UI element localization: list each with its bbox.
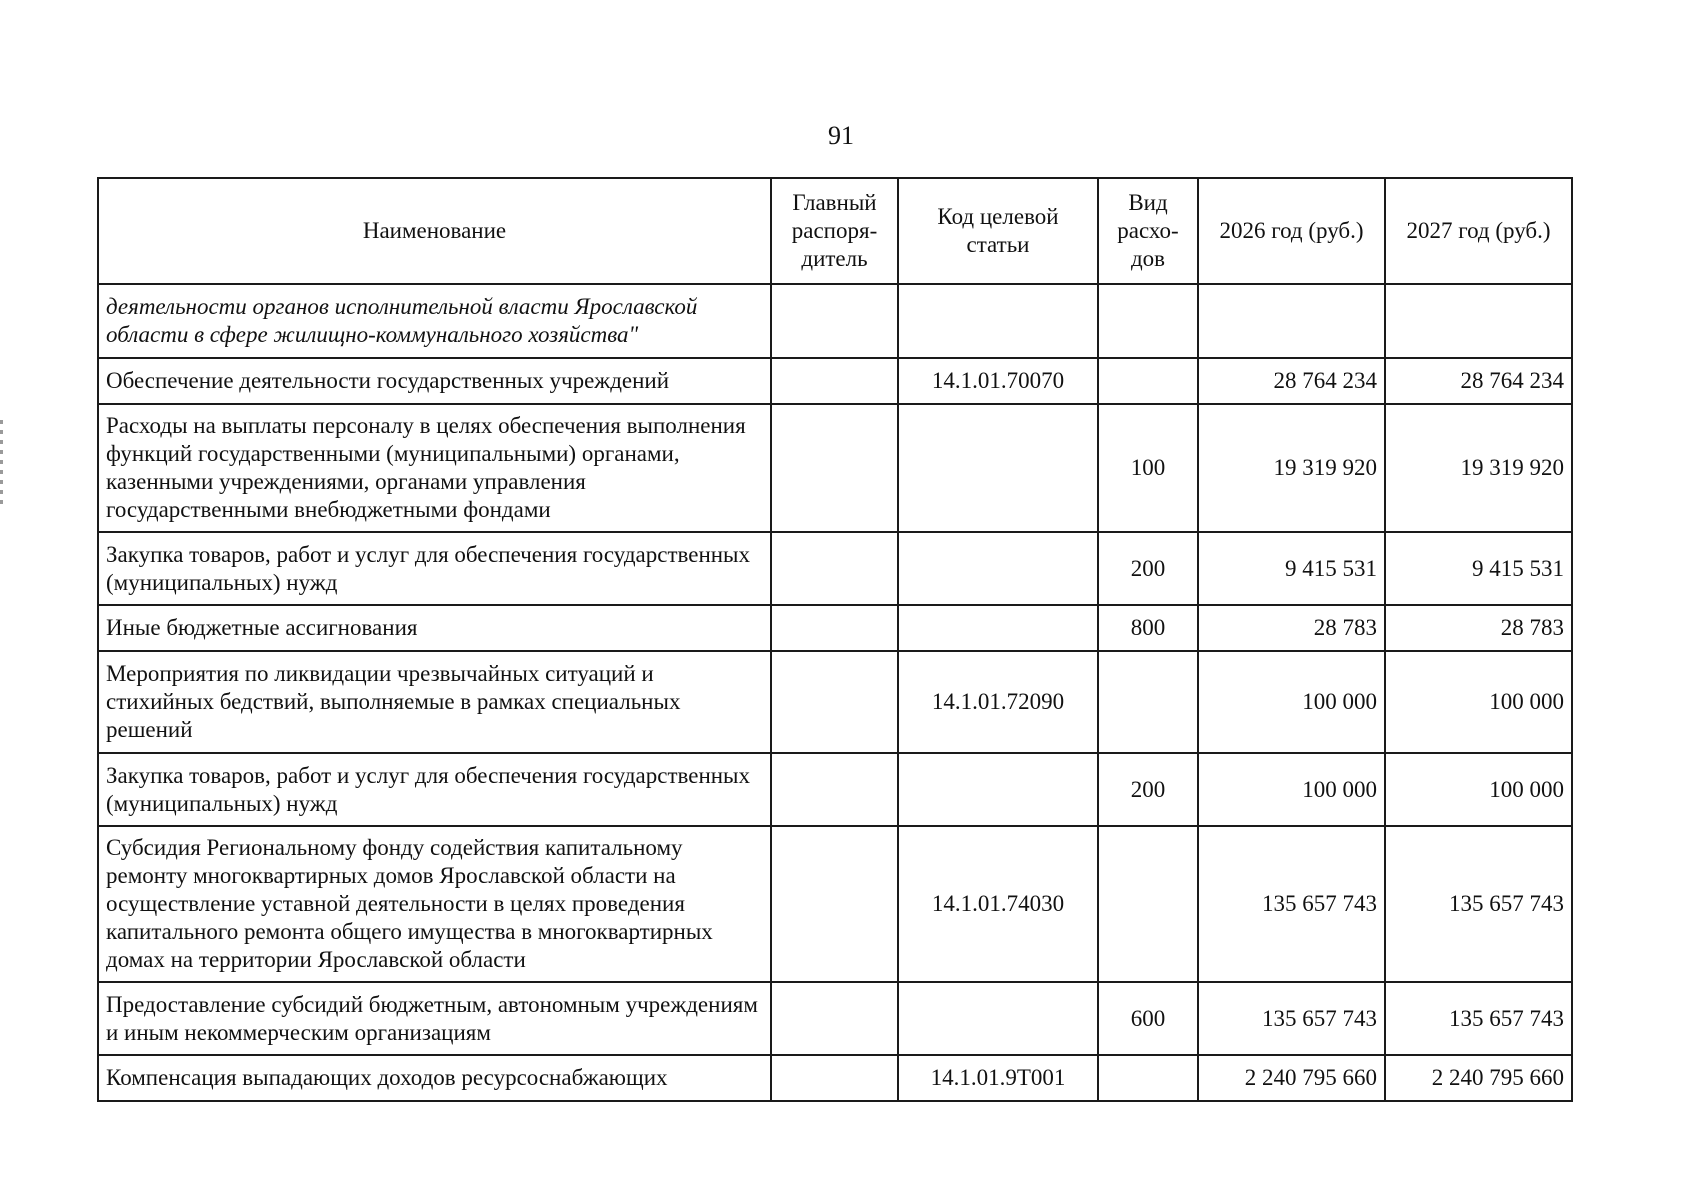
cell-manager — [771, 753, 898, 826]
header-name: Наименование — [98, 178, 771, 284]
cell-manager — [771, 826, 898, 982]
cell-code: 14.1.01.74030 — [898, 826, 1098, 982]
header-target-code: Код целевой статьи — [898, 178, 1098, 284]
cell-2027: 19 319 920 — [1385, 404, 1572, 532]
cell-name: Субсидия Региональному фонду содействия капитальному ремонту многоквартирных домов Ярославской области на осуществление уставной деятельности в целях проведения капитального ремонта общего имущества в многоквартирных домах на территории Ярославской области — [98, 826, 771, 982]
page-number: 91 — [828, 121, 854, 150]
cell-kind — [1098, 651, 1198, 753]
cell-kind: 100 — [1098, 404, 1198, 532]
scan-edge-artifact — [0, 420, 3, 510]
cell-name: Предоставление субсидий бюджетным, автономным учреждениям и иным некоммерческим организациям — [98, 982, 771, 1055]
cell-name: Мероприятия по ликвидации чрезвычайных ситуаций и стихийных бедствий, выполняемые в рамках специальных решений — [98, 651, 771, 753]
cell-code — [898, 605, 1098, 651]
cell-manager — [771, 605, 898, 651]
cell-name: Закупка товаров, работ и услуг для обеспечения государственных (муниципальных) нужд — [98, 532, 771, 605]
cell-2027: 2 240 795 660 — [1385, 1055, 1572, 1101]
cell-name: деятельности органов исполнительной власти Ярославской области в сфере жилищно-коммунального хозяйства" — [98, 284, 771, 358]
cell-name: Расходы на выплаты персоналу в целях обеспечения выполнения функций государственными (муниципальными) органами, казенными учреждениями, органами управления государственными внебюджетными фондами — [98, 404, 771, 532]
cell-name: Иные бюджетные ассигнования — [98, 605, 771, 651]
header-year-2026: 2026 год (руб.) — [1198, 178, 1385, 284]
table-row — [98, 651, 1572, 753]
budget-table — [97, 177, 1573, 1102]
cell-kind: 200 — [1098, 532, 1198, 605]
cell-2026: 100 000 — [1198, 753, 1385, 826]
cell-2026 — [1198, 284, 1385, 358]
cell-name: Закупка товаров, работ и услуг для обеспечения государственных (муниципальных) нужд — [98, 753, 771, 826]
cell-2027: 100 000 — [1385, 651, 1572, 753]
table-header — [98, 178, 1572, 284]
cell-manager — [771, 982, 898, 1055]
table-row — [98, 753, 1572, 826]
cell-2026: 100 000 — [1198, 651, 1385, 753]
table-row — [98, 284, 1572, 358]
cell-code: 14.1.01.9Т001 — [898, 1055, 1098, 1101]
cell-code — [898, 532, 1098, 605]
cell-kind — [1098, 284, 1198, 358]
cell-manager — [771, 651, 898, 753]
table-row — [98, 1055, 1572, 1101]
cell-2026: 9 415 531 — [1198, 532, 1385, 605]
cell-kind — [1098, 1055, 1198, 1101]
cell-2026: 135 657 743 — [1198, 826, 1385, 982]
cell-manager — [771, 358, 898, 404]
cell-name: Обеспечение деятельности государственных учреждений — [98, 358, 771, 404]
cell-manager — [771, 1055, 898, 1101]
cell-2026: 28 783 — [1198, 605, 1385, 651]
cell-2026: 28 764 234 — [1198, 358, 1385, 404]
cell-name: Компенсация выпадающих доходов ресурсоснабжающих — [98, 1055, 771, 1101]
cell-code — [898, 404, 1098, 532]
cell-kind: 600 — [1098, 982, 1198, 1055]
cell-code — [898, 982, 1098, 1055]
header-manager: Главный распоря- дитель — [771, 178, 898, 284]
header-year-2027: 2027 год (руб.) — [1385, 178, 1572, 284]
cell-manager — [771, 284, 898, 358]
cell-code — [898, 753, 1098, 826]
cell-2027: 135 657 743 — [1385, 982, 1572, 1055]
cell-2027: 28 783 — [1385, 605, 1572, 651]
table-row — [98, 404, 1572, 532]
table-row — [98, 826, 1572, 982]
table-row — [98, 982, 1572, 1055]
table-row — [98, 605, 1572, 651]
table-row — [98, 532, 1572, 605]
cell-kind — [1098, 826, 1198, 982]
cell-kind: 800 — [1098, 605, 1198, 651]
header-row — [98, 178, 1572, 284]
header-expense-kind: Вид расхо- дов — [1098, 178, 1198, 284]
cell-kind: 200 — [1098, 753, 1198, 826]
cell-2026: 135 657 743 — [1198, 982, 1385, 1055]
cell-2026: 2 240 795 660 — [1198, 1055, 1385, 1101]
cell-2027: 28 764 234 — [1385, 358, 1572, 404]
cell-2027: 135 657 743 — [1385, 826, 1572, 982]
cell-kind — [1098, 358, 1198, 404]
cell-2027: 100 000 — [1385, 753, 1572, 826]
cell-code: 14.1.01.70070 — [898, 358, 1098, 404]
cell-manager — [771, 532, 898, 605]
cell-code — [898, 284, 1098, 358]
cell-2027 — [1385, 284, 1572, 358]
cell-2027: 9 415 531 — [1385, 532, 1572, 605]
table-row — [98, 358, 1572, 404]
cell-2026: 19 319 920 — [1198, 404, 1385, 532]
cell-code: 14.1.01.72090 — [898, 651, 1098, 753]
cell-manager — [771, 404, 898, 532]
table-body — [98, 284, 1572, 1101]
